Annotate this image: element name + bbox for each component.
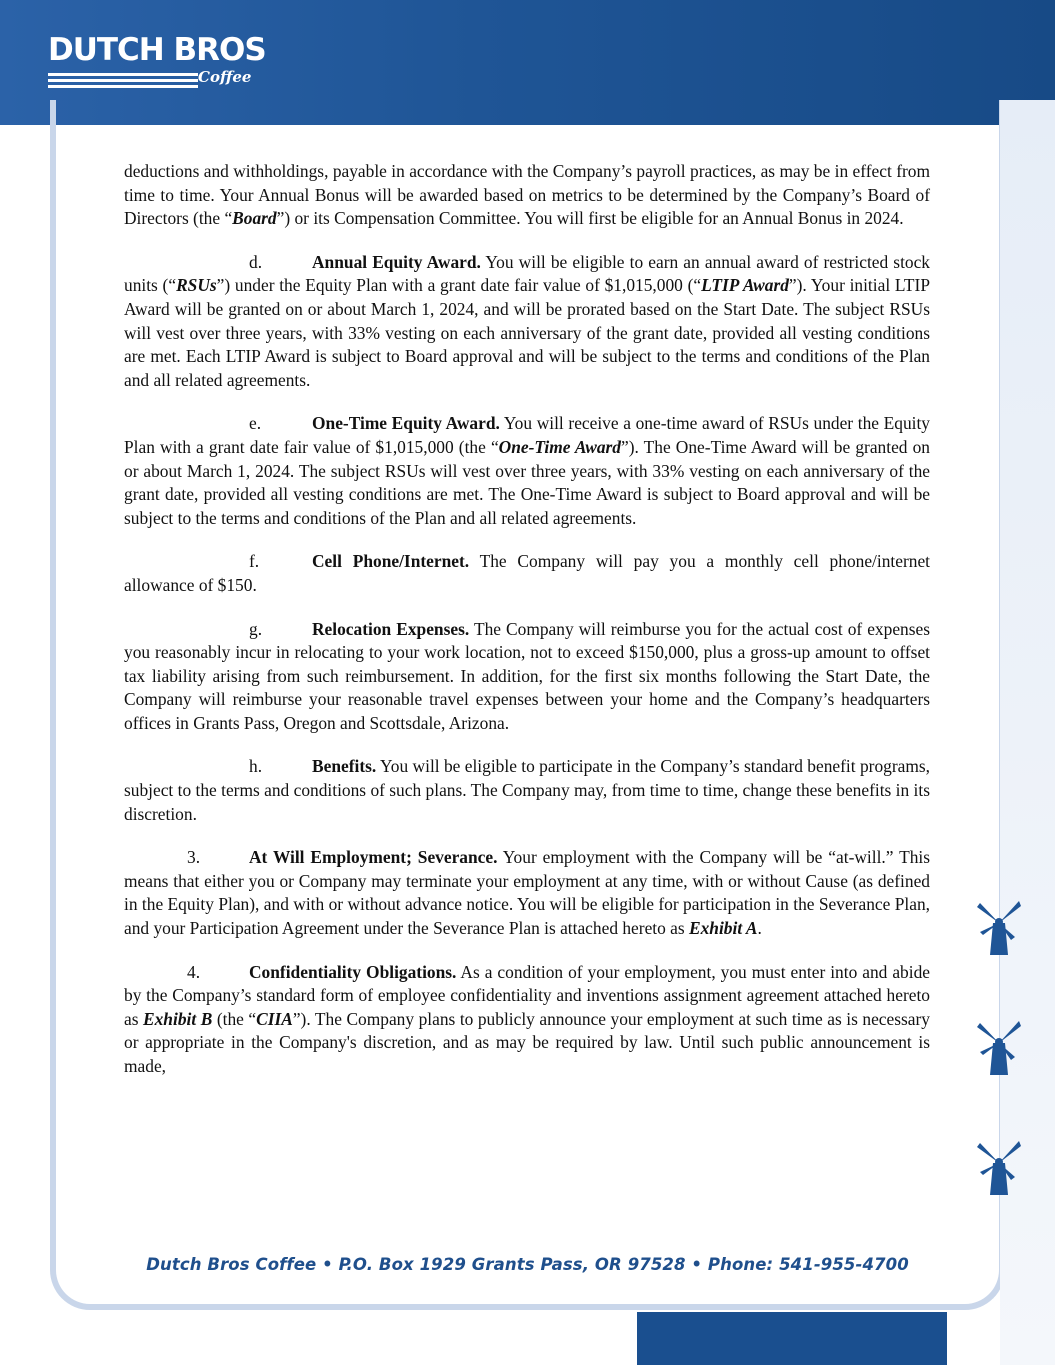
windmill-icon bbox=[975, 1015, 1023, 1077]
text: The Company will reimburse you for the actual cost of expenses you reasonably incur in relocating to your work location, not to exceed $150,000, plus a gross-up amount to offset tax liability arising from such reimbursement. In addition, for the first six months following the Start Date, the Company will reimburse your reasonable travel expenses between your home and the Company’s headquarters offices in Grants Pass, Oregon and Scottsdale, Arizona. bbox=[124, 618, 930, 733]
text: ”). The One-Time Award will be granted on or about March 1, 2024. The subject RSUs will vest over three years, with 33% vesting on each anniversary of the grant date, provided all vesting conditions are met. The One-Time Award is subject to Board approval and will be subject to the terms and conditions of the Plan and all related agreements. bbox=[124, 436, 930, 528]
item-heading: Relocation Expenses. bbox=[312, 618, 470, 639]
letter-body bbox=[124, 160, 930, 1099]
section-heading: Confidentiality Obligations. bbox=[249, 961, 457, 982]
defined-term: RSUs bbox=[176, 275, 217, 296]
footer-address: Dutch Bros Coffee • P.O. Box 1929 Grants Pass, OR 97528 • Phone: 541-955-4700 bbox=[146, 1255, 909, 1274]
defined-term: CIIA bbox=[256, 1008, 293, 1029]
text: ”). The Company plans to publicly announce your employment at such time as is necessary or appropriate in the Company's discretion, and as may be required by law. Until such public announcement is made, bbox=[124, 1008, 930, 1076]
section-4 bbox=[124, 961, 930, 1079]
logo-stripes bbox=[48, 73, 198, 89]
windmill-icon bbox=[975, 895, 1023, 957]
bottom-tab bbox=[637, 1312, 947, 1365]
text: As a condition of your employment, you must enter into and abide by the Company’s standard form of employee confidentiality and inventions assignment agreement attached hereto as bbox=[124, 961, 930, 1029]
item-heading: Benefits. bbox=[312, 756, 377, 777]
paragraph-e bbox=[124, 412, 930, 530]
section-heading: At Will Employment; Severance. bbox=[249, 847, 498, 868]
section-number: 4. bbox=[187, 961, 201, 982]
defined-term: Board bbox=[232, 208, 277, 229]
item-label: d. bbox=[249, 251, 263, 272]
defined-term: One-Time Award bbox=[498, 436, 621, 457]
paragraph-d bbox=[124, 251, 930, 393]
section-3 bbox=[124, 846, 930, 940]
item-heading: Cell Phone/Internet. bbox=[312, 551, 470, 572]
paragraph-f bbox=[124, 550, 930, 597]
defined-term: LTIP Award bbox=[701, 275, 789, 296]
logo-text: DUTCH BROS bbox=[48, 32, 266, 68]
paragraph-intro bbox=[124, 160, 930, 231]
text: ”). Your initial LTIP Award will be granted on or about March 1, 2024, and will be prorated based on the Start Date. The subject RSUs will vest over three years, with 33% vesting on each anniversary of the grant date, provided all vesting conditions are met. Each LTIP Award is subject to Board approval and will be subject to the terms and conditions of the Plan and all related agreements. bbox=[124, 275, 930, 390]
paragraph-g bbox=[124, 618, 930, 736]
item-heading: Annual Equity Award. bbox=[312, 251, 481, 272]
defined-term: Exhibit A bbox=[689, 918, 758, 939]
windmill-icon bbox=[975, 1135, 1023, 1197]
text: You will receive a one-time award of RSUs under the Equity Plan with a grant date fair value of $1,015,000 (the “ bbox=[124, 413, 930, 457]
text: Your employment with the Company will be “at-will.” This means that either you or Company may terminate your employment at any time, with or without Cause (as defined in the Equity Plan), and with or without advance notice. You will be eligible for participation in the Severance Plan, and your Participation Agreement under the Severance Plan is attached hereto as bbox=[124, 847, 930, 939]
text: The Company will pay you a monthly cell phone/internet allowance of $150. bbox=[124, 551, 931, 595]
text: (the “ bbox=[212, 1008, 257, 1029]
text: . bbox=[757, 918, 762, 939]
item-label: g. bbox=[249, 618, 263, 639]
text: ”) or its Compensation Committee. You will first be eligible for an Annual Bonus in 2024. bbox=[276, 208, 904, 229]
text: ”) under the Equity Plan with a grant date fair value of $1,015,000 (“ bbox=[216, 275, 702, 296]
paragraph-h bbox=[124, 755, 930, 826]
item-heading: One-Time Equity Award. bbox=[312, 413, 500, 434]
item-label: h. bbox=[249, 756, 263, 777]
item-label: e. bbox=[249, 413, 262, 434]
defined-term: Exhibit B bbox=[143, 1008, 213, 1029]
text: You will be eligible to earn an annual award of restricted stock units (“ bbox=[124, 251, 931, 296]
logo-subtext: Coffee bbox=[198, 68, 252, 86]
text: deductions and withholdings, payable in accordance with the Company’s payroll practices, as may be in effect from time to time. Your Annual Bonus will be awarded based on metrics to be determined by the Company’s Board of Directors (the “ bbox=[124, 161, 930, 229]
text: You will be eligible to participate in the Company’s standard benefit programs, subject to the terms and conditions of such plans. The Company may, from time to time, change these benefits in its discretion. bbox=[124, 756, 930, 824]
section-number: 3. bbox=[187, 847, 201, 868]
dutch-bros-logo bbox=[48, 32, 266, 102]
item-label: f. bbox=[249, 551, 260, 572]
